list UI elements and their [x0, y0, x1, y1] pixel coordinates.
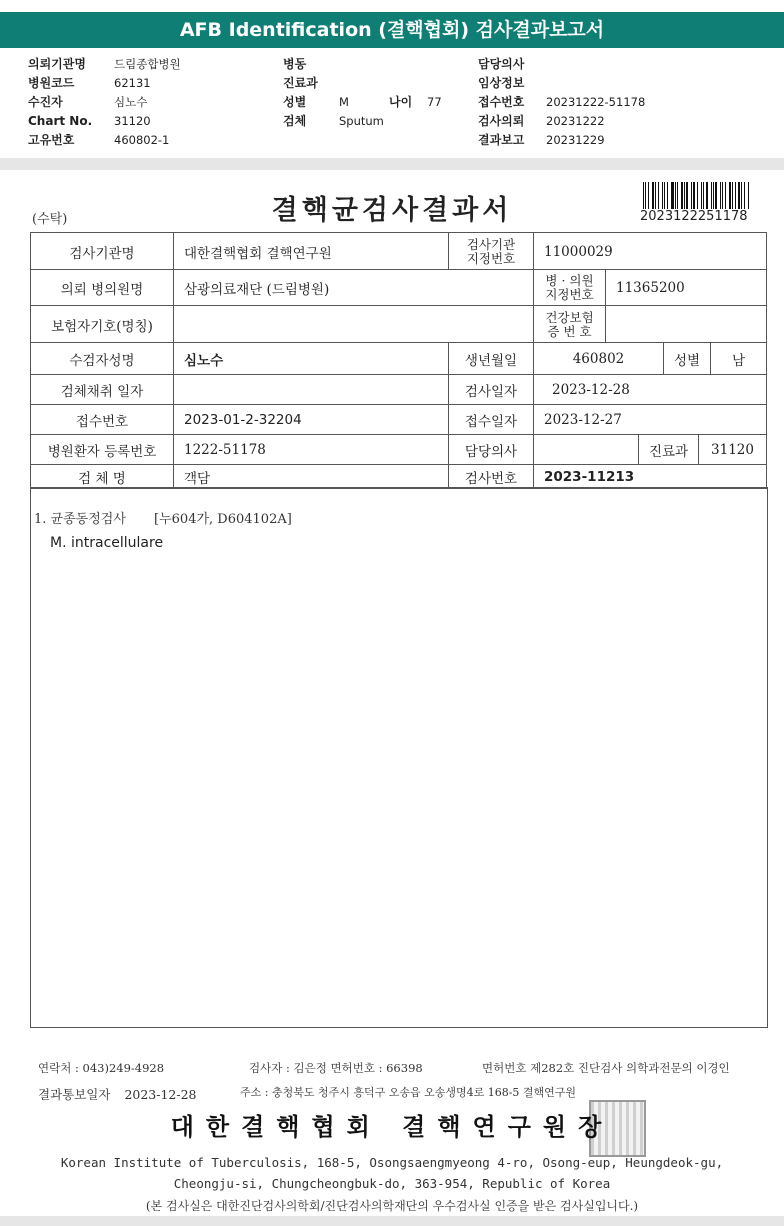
barcode-bar — [713, 182, 714, 209]
hospital-label: 의뢰기관명 — [28, 57, 86, 71]
form-row — [30, 404, 767, 435]
dept-label: 진료과 — [283, 76, 318, 90]
barcode-bar — [662, 182, 663, 209]
barcode-bar — [693, 182, 694, 209]
insurer-value — [173, 306, 533, 343]
barcode — [643, 182, 750, 209]
english-address-line-2: Cheongju-si, Chungcheongbuk-do, 363-954, Republic of Korea — [173, 1176, 611, 1191]
unique-id-value: 460802-1 — [114, 133, 170, 147]
result-code: [누604가, D604102A] — [154, 512, 292, 527]
reg-no-value: 1222-51178 — [173, 435, 448, 465]
barcode-bar — [675, 182, 676, 209]
insurer-label: 보험자기호(명칭) — [30, 306, 173, 343]
age-value: 77 — [427, 95, 442, 109]
barcode-bar — [643, 182, 644, 209]
dob-label: 생년월일 — [448, 343, 533, 375]
barcode-bar — [701, 182, 702, 209]
hospital-value: 드림종합병원 — [114, 57, 181, 71]
collect-date-label: 검체채취 일자 — [30, 375, 173, 405]
report-date-value: 20231229 — [546, 133, 605, 147]
barcode-bar — [741, 182, 742, 209]
chart-no-label: Chart No. — [28, 114, 93, 128]
receipt-date-value: 2023-12-27 — [533, 405, 767, 435]
report-title: 결핵균검사결과서 — [271, 195, 513, 226]
lab-id-label: 검사기관 지정번호 — [448, 233, 533, 270]
reg-no-label: 병원환자 등록번호 — [30, 435, 173, 465]
institute-name: 대한결핵협회 결핵연구원장 — [170, 1112, 614, 1141]
address: 주소 : 충청북도 청주시 흥덕구 오송읍 오송생명4로 168-5 결핵연구원 — [240, 1086, 577, 1099]
barcode-bar — [681, 182, 682, 209]
header-col-1 — [28, 55, 181, 150]
result-box — [30, 487, 768, 1028]
examiner: 검사자 : 김은정 면허번호 : 66398 — [249, 1061, 423, 1075]
barcode-bar — [715, 182, 716, 209]
barcode-bar — [645, 182, 646, 209]
req-hosp-value: 삼광의료재단 (드림병원) — [173, 270, 533, 306]
result-value: M. intracellulare — [50, 535, 164, 551]
req-hosp-label: 의뢰 병의원명 — [30, 270, 173, 306]
patient-name-label: 수검자성명 — [30, 343, 173, 375]
barcode-bar — [706, 182, 708, 209]
barcode-bar — [725, 182, 726, 209]
notify-line — [38, 1085, 197, 1103]
specimen-value: Sputum — [339, 114, 384, 128]
form-dept-value: 31120 — [698, 435, 767, 465]
hosp-id-label: 병 · 의원 지정번호 — [533, 270, 605, 306]
barcode-bar — [691, 182, 692, 209]
form-row — [30, 464, 767, 489]
header-col-3 — [478, 55, 645, 150]
age-label: 나이 — [389, 95, 413, 109]
lab-id-value: 11000029 — [533, 233, 767, 270]
receipt-date-label: 접수일자 — [448, 405, 533, 435]
form-row — [30, 232, 767, 270]
notify-label: 결과통보일자 — [38, 1087, 111, 1102]
notify-date: 2023-12-28 — [124, 1087, 197, 1102]
form-row — [30, 305, 767, 343]
barcode-bar — [720, 182, 721, 209]
contact: 연락처 : 043)249-4928 — [38, 1061, 165, 1075]
sex-label: 성별 — [283, 95, 307, 109]
specimen-name-value: 객담 — [173, 465, 448, 488]
barcode-bar — [667, 182, 668, 209]
certification-note: (본 검사실은 대한진단검사의학회/진단검사의학재단의 우수검사실 인증을 받은 검사실입니다.) — [145, 1199, 639, 1213]
barcode-bar — [648, 182, 649, 209]
result-heading: 1. 균종동정검사 — [34, 512, 126, 527]
barcode-bar — [655, 182, 656, 209]
request-date-value: 20231222 — [546, 114, 605, 128]
barcode-bar — [703, 182, 704, 209]
english-address-line-1: Korean Institute of Tuberculosis, 168-5, Osongsaengmyeong 4-ro, Osong-eup, Heungdeok-gu, — [60, 1155, 724, 1170]
form-receipt-no-value: 2023-01-2-32204 — [173, 405, 448, 435]
hospital-code-value: 62131 — [114, 76, 151, 90]
barcode-bar — [652, 182, 654, 209]
health-ins-label: 건강보험 증 번 호 — [533, 306, 605, 343]
barcode-bar — [671, 182, 673, 209]
barcode-bar — [744, 182, 745, 209]
section-divider — [0, 158, 784, 170]
form-doctor-value — [533, 435, 638, 465]
form-row — [30, 374, 767, 405]
barcode-bar — [658, 182, 659, 209]
form-row — [30, 269, 767, 306]
collect-date-value — [173, 375, 448, 405]
specimen-name-label: 검 체 명 — [30, 465, 173, 488]
form-dept-label: 진료과 — [638, 435, 698, 465]
barcode-bar — [748, 182, 749, 209]
clinical-info-label: 임상정보 — [478, 76, 525, 90]
barcode-bar — [732, 182, 733, 209]
barcode-bar — [711, 182, 712, 209]
patient-label: 수진자 — [28, 95, 63, 109]
barcode-bar — [735, 182, 736, 209]
consign-mark: (수탁) — [32, 212, 68, 227]
barcode-bar — [664, 182, 665, 209]
lab-name-label: 검사기관명 — [30, 233, 173, 270]
doctor-label: 담당의사 — [478, 57, 525, 71]
report-header-title: AFB Identification (결핵협회) 검사결과보고서 — [0, 12, 784, 48]
barcode-bar — [684, 182, 685, 209]
license: 면허번호 제282호 진단검사 의학과전문의 이경인 — [482, 1061, 730, 1075]
patient-name-value: 심노수 — [173, 343, 448, 375]
form-row — [30, 434, 767, 465]
sex-value: M — [339, 95, 349, 109]
test-no-value: 2023-11213 — [533, 465, 767, 488]
receipt-no-value: 20231222-51178 — [546, 95, 646, 109]
barcode-bar — [729, 182, 731, 209]
sex-field-value: 남 — [710, 343, 767, 375]
bottom-band — [0, 1216, 784, 1226]
health-ins-value — [605, 306, 767, 343]
chart-no-value: 31120 — [114, 114, 151, 128]
form-receipt-no-label: 접수번호 — [30, 405, 173, 435]
barcode-bar — [738, 182, 739, 209]
sex-field-label: 성별 — [663, 343, 710, 375]
barcode-bar — [722, 182, 723, 209]
form-doctor-label: 담당의사 — [448, 435, 533, 465]
test-date-value: 2023-12-28 — [533, 375, 767, 405]
form-row — [30, 342, 767, 375]
specimen-label: 검체 — [283, 114, 307, 128]
ward-label: 병동 — [283, 57, 307, 71]
barcode-bar — [697, 182, 698, 209]
receipt-no-label: 접수번호 — [478, 95, 525, 109]
report-date-label: 결과보고 — [478, 133, 525, 147]
test-date-label: 검사일자 — [448, 375, 533, 405]
result-heading-line — [34, 508, 292, 527]
hosp-id-value: 11365200 — [605, 270, 767, 306]
request-date-label: 검사의뢰 — [478, 114, 525, 128]
header-col-2 — [283, 55, 442, 131]
lab-name-value: 대한결핵협회 결핵연구원 — [173, 233, 448, 270]
barcode-number: 2023122251178 — [640, 209, 748, 224]
unique-id-label: 고유번호 — [28, 133, 75, 147]
barcode-bar — [677, 182, 678, 209]
test-no-label: 검사번호 — [448, 465, 533, 488]
dob-value: 460802 — [533, 343, 663, 375]
patient-value: 심노수 — [114, 95, 148, 109]
hospital-code-label: 병원코드 — [28, 76, 75, 90]
barcode-bar — [686, 182, 688, 209]
